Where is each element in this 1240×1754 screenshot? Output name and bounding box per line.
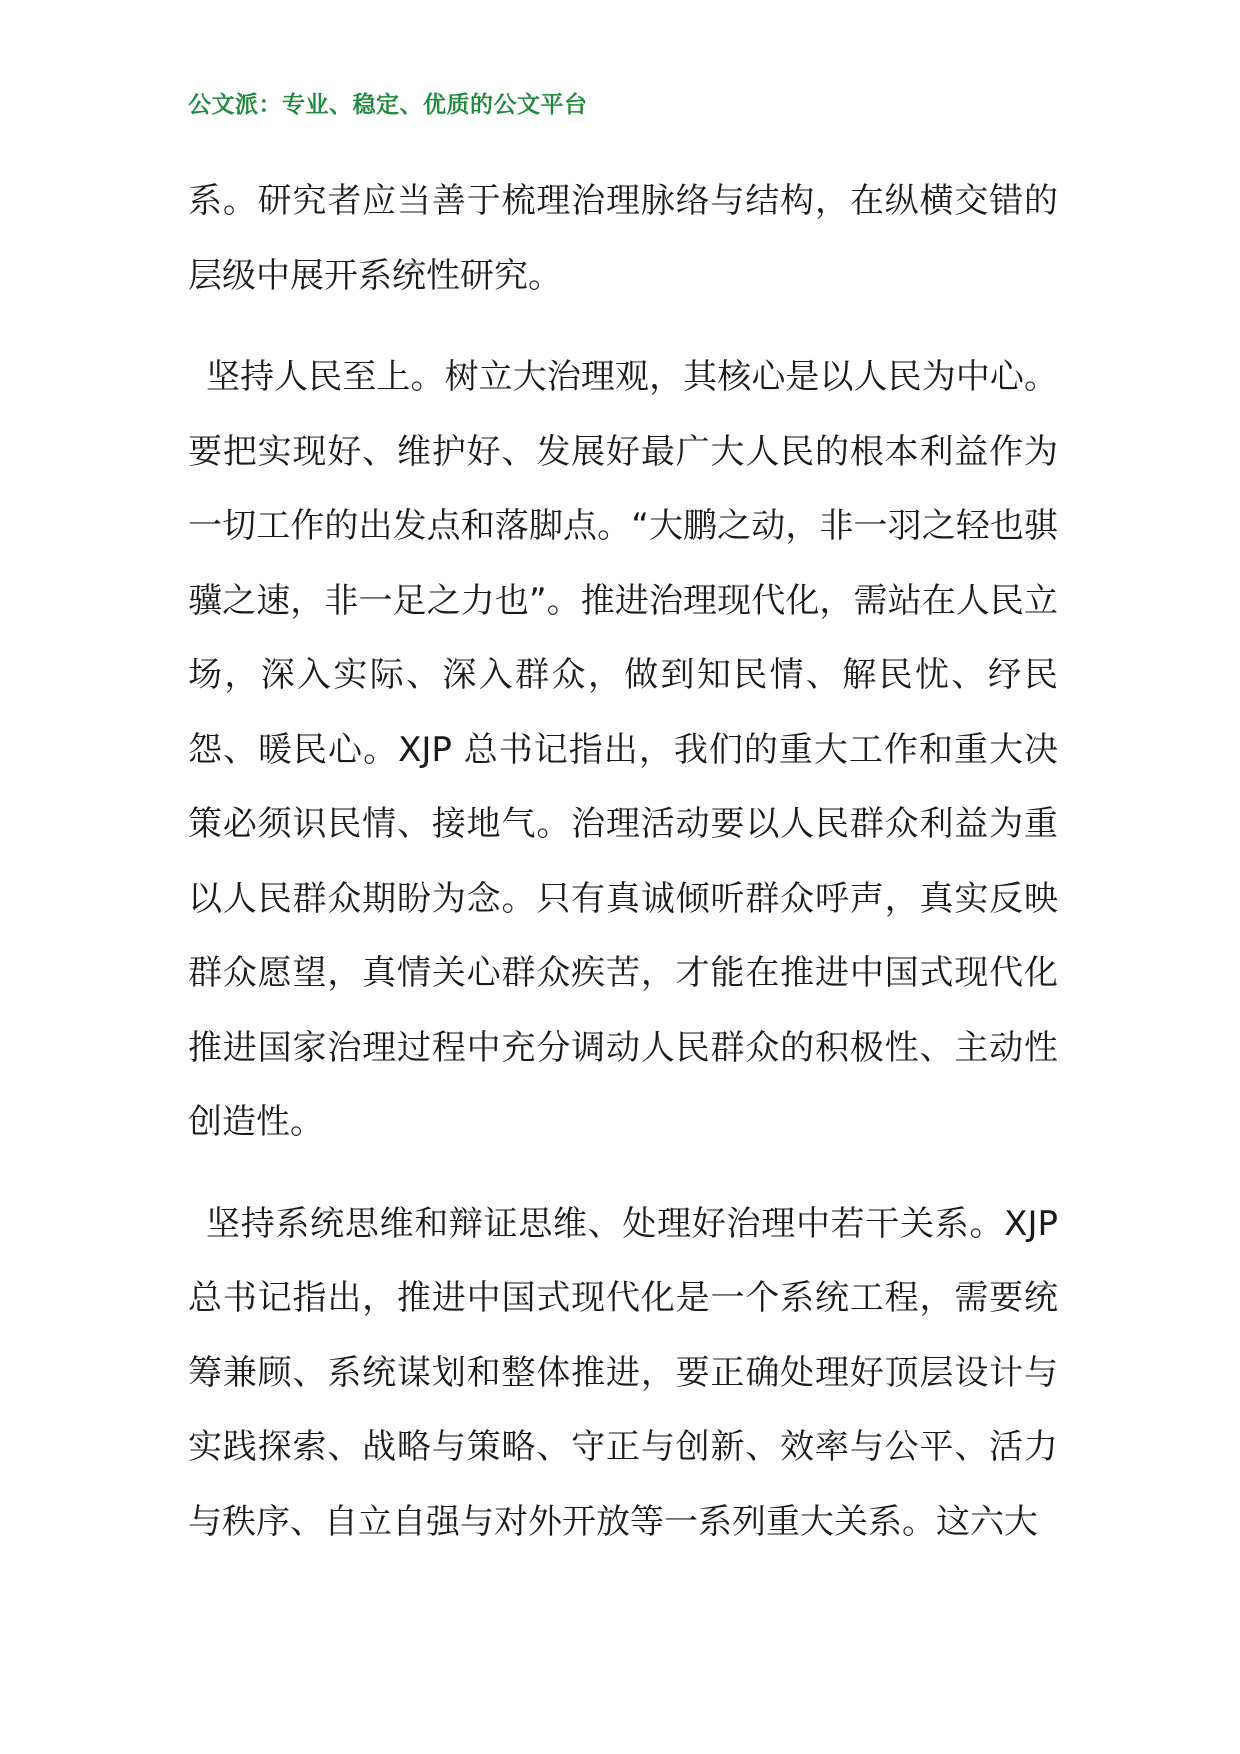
paragraph-2: 坚持人民至上。树立大治理观，其核心是以人民为中心。要把实现好、维护好、发展好最广大人民的根本利益作为一切工作的出发点和落脚点。“大鹏之动，非一羽之轻也骐骥之速，非一足之力也”。推进治理现代化，需站在人民立场，深入实际、深入群众，做到知民情、解民忧、纾民怨、暖民心。XJP 总书记指出，我们的重大工作和重大决策必须识民情、接地气。治理活动要以人民群众利益为重以人民群众期盼为念。只有真诚倾听群众呼声，真实反映群众愿望，真情关心群众疾苦，才能在推进中国式现代化推进国家治理过程中充分调动人民群众的积极性、主动性创造性。 [188, 357, 1058, 1142]
page-header: 公文派：专业、稳定、优质的公文平台 [188, 92, 588, 118]
document-body [188, 164, 1058, 1586]
paragraph-3: 坚持系统思维和辩证思维、处理好治理中若干关系。XJP 总书记指出，推进中国式现代化是一个系统工程，需要统筹兼顾、系统谋划和整体推进，要正确处理好顶层设计与实践探索、战略与策略、守正与创新、效率与公平、活力与秩序、自立自强与对外开放等一系列重大关系。这六大 [188, 1203, 1058, 1542]
paragraph-1: 系。研究者应当善于梳理治理脉络与结构，在纵横交错的层级中展开系统性研究。 [188, 181, 1058, 296]
